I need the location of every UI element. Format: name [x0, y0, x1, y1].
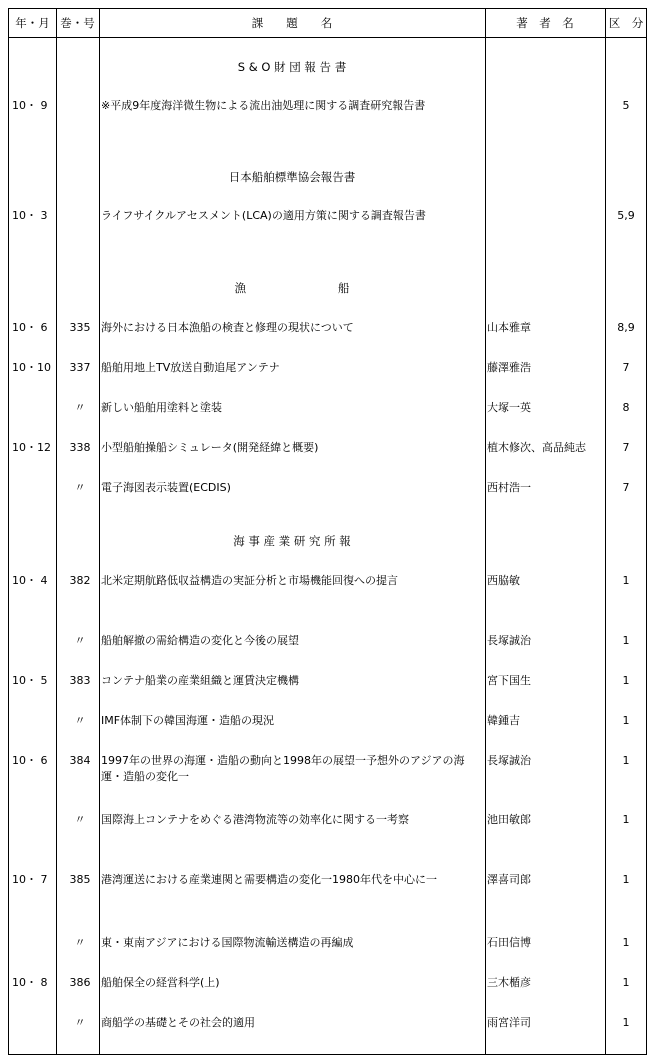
row-title: ライフサイクルアセスメント(LCA)の適用方策に関する調査報告書 [101, 209, 426, 222]
row-volume: 〃 [74, 714, 86, 727]
row-author: 三木楯彦 [487, 976, 531, 989]
row-class: 5 [622, 99, 630, 112]
row-author: 西脇敏 [487, 574, 520, 587]
row-volume: 385 [69, 873, 91, 886]
row-volume: 〃 [74, 481, 86, 494]
row-volume: 338 [69, 441, 91, 454]
row-date: 10・ 7 [12, 873, 48, 886]
row-author: 植木修次、高品純志 [487, 441, 586, 454]
row-volume: 383 [69, 674, 91, 687]
row-volume: 335 [69, 321, 91, 334]
row-title: 1997年の世界の海運・造船の動向と1998年の展望一予想外のアジアの海運・造船の変化一 [101, 754, 465, 783]
row-author: 池田敏郎 [487, 813, 531, 826]
publication-table [8, 8, 647, 1055]
row-volume: 〃 [74, 813, 86, 826]
row-title: 船舶用地上TV放送自動追尾アンテナ [101, 361, 280, 374]
row-class: 1 [622, 976, 630, 989]
row-author: 大塚一英 [487, 401, 531, 414]
row-author: 宮下国生 [487, 674, 531, 687]
row-title: 新しい船舶用塗料と塗装 [101, 401, 222, 414]
row-title: 電子海図表示装置(ECDIS) [101, 481, 231, 494]
row-class: 8,9 [617, 321, 635, 334]
row-volume: 384 [69, 754, 91, 767]
row-title: 小型船舶操船シミュレータ(開発経緯と概要) [101, 441, 319, 454]
row-class: 1 [622, 574, 630, 587]
row-author: 藤澤雅浩 [487, 361, 531, 374]
row-title: ※平成9年度海洋微生物による流出油処理に関する調査研究報告書 [101, 99, 426, 112]
row-title: 船舶保全の経営科学(上) [101, 976, 220, 989]
header-divider [9, 37, 646, 38]
row-class: 1 [622, 754, 630, 767]
row-volume: 〃 [74, 936, 86, 949]
row-date: 10・ 8 [12, 976, 48, 989]
section-heading: 漁 船 [234, 281, 350, 295]
row-volume: 〃 [74, 634, 86, 647]
header-class: 区 分 [608, 16, 644, 30]
row-date: 10・10 [12, 361, 51, 374]
column-divider [485, 9, 486, 1054]
row-title: 国際海上コンテナをめぐる港湾物流等の効率化に関する一考察 [101, 813, 409, 826]
row-class: 1 [622, 714, 630, 727]
row-class: 8 [622, 401, 630, 414]
row-title: IMF体制下の韓国海運・造船の現況 [101, 714, 275, 727]
row-class: 1 [622, 634, 630, 647]
row-author: 山本雅章 [487, 321, 531, 334]
row-title: 北米定期航路低収益構造の実証分析と市場機能回復への提言 [101, 574, 398, 587]
row-title: 東・東南アジアにおける国際物流輸送構造の再編成 [101, 936, 354, 949]
column-divider [605, 9, 606, 1054]
row-author: 石田信博 [487, 936, 531, 949]
row-date: 10・ 6 [12, 321, 48, 334]
header-title: 課 題 名 [251, 16, 333, 30]
row-title: コンテナ船業の産業組織と運賃決定機構 [101, 674, 299, 687]
row-author: 韓鍾吉 [487, 714, 520, 727]
column-divider [56, 9, 57, 1054]
row-class: 7 [622, 441, 630, 454]
row-class: 1 [622, 936, 630, 949]
row-author: 西村浩一 [487, 481, 531, 494]
row-volume: 386 [69, 976, 91, 989]
row-date: 10・ 6 [12, 754, 48, 767]
row-class: 1 [622, 674, 630, 687]
row-author: 澤喜司郎 [487, 873, 531, 886]
row-volume: 382 [69, 574, 91, 587]
row-volume: 337 [69, 361, 91, 374]
row-date: 10・ 3 [12, 209, 48, 222]
header-volume: 巻・号 [60, 16, 95, 30]
row-author: 長塚誠治 [487, 634, 531, 647]
section-heading: 海 事 産 業 研 究 所 報 [233, 534, 351, 548]
row-class: 1 [622, 1016, 630, 1029]
row-volume: 〃 [74, 1016, 86, 1029]
row-title: 商船学の基礎とその社会的適用 [101, 1016, 255, 1029]
row-title: 海外における日本漁船の検査と修理の現状について [101, 321, 354, 334]
row-title: 船舶解撤の需給構造の変化と今後の展望 [101, 634, 299, 647]
row-author: 長塚誠治 [487, 754, 531, 767]
header-author: 著 者 名 [516, 16, 574, 30]
row-class: 5,9 [617, 209, 635, 222]
row-class: 1 [622, 873, 630, 886]
row-class: 7 [622, 361, 630, 374]
column-divider [99, 9, 100, 1054]
row-class: 7 [622, 481, 630, 494]
row-title: 港湾運送における産業連関と需要構造の変化一1980年代を中心に一 [101, 873, 437, 886]
row-date: 10・ 5 [12, 674, 48, 687]
row-author: 雨宮洋司 [487, 1016, 531, 1029]
row-date: 10・ 4 [12, 574, 48, 587]
row-date: 10・ 9 [12, 99, 48, 112]
section-heading: 日本船舶標準協会報告書 [228, 170, 356, 184]
header-date: 年・月 [15, 16, 50, 30]
row-class: 1 [622, 813, 630, 826]
row-date: 10・12 [12, 441, 51, 454]
row-volume: 〃 [74, 401, 86, 414]
section-heading: S & O 財 団 報 告 書 [237, 60, 347, 74]
